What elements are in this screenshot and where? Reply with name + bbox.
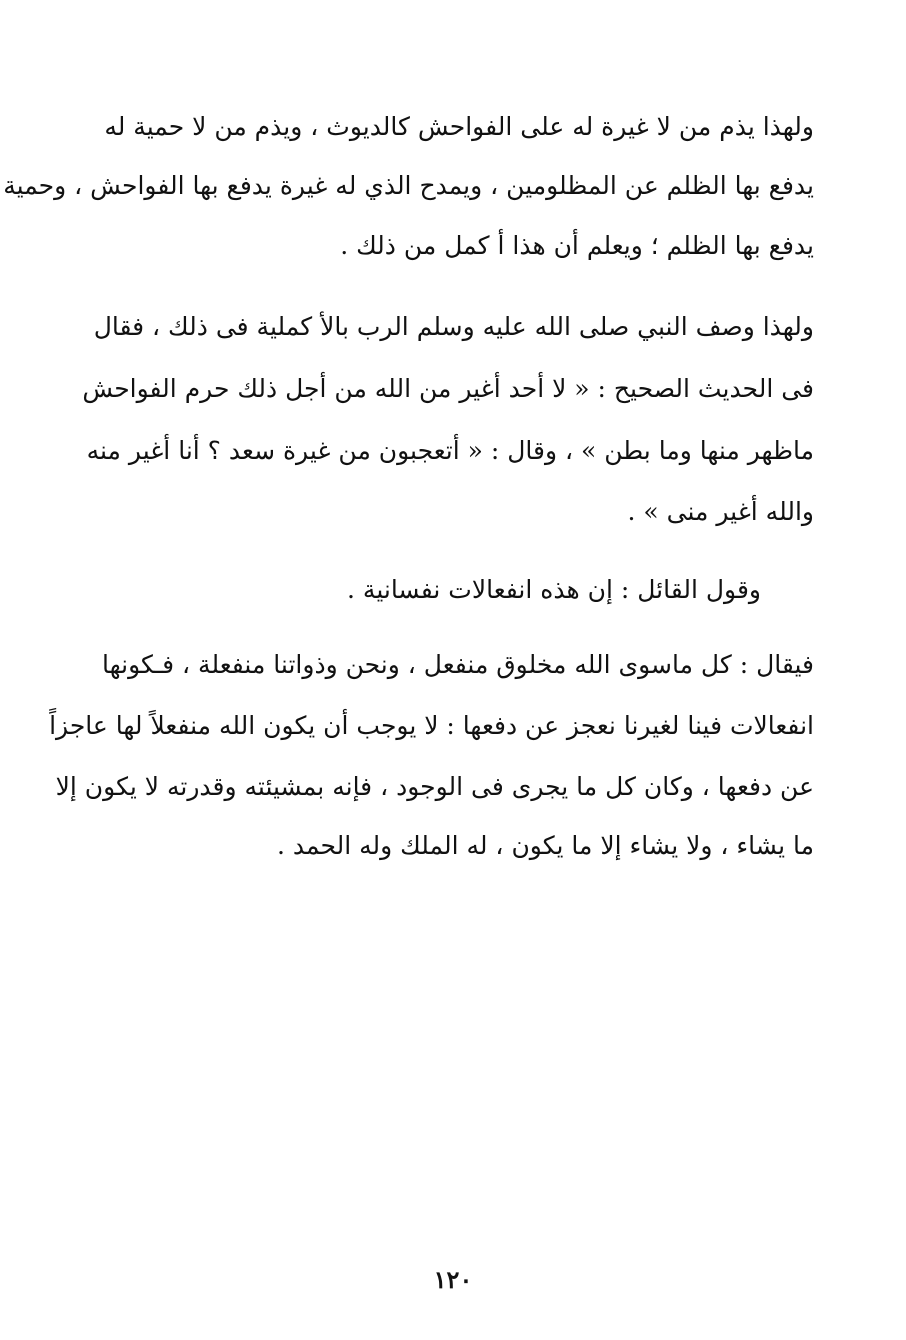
paragraph-4-line-3: عن دفعها ، وكان كل ما يجرى فى الوجود ، فإنه بمشيئته وقدرته لا يكون إلا	[55, 772, 814, 801]
paragraph-1-line-1: ولهذا يذم من لا غيرة له على الفواحش كالديوث ، ويذم من لا حمية له	[104, 112, 814, 141]
paragraph-2-line-2: فى الحديث الصحيح : « لا أحد أغير من الله من أجل ذلك حرم الفواحش	[82, 374, 814, 403]
page-number: ١٢٠	[433, 1265, 473, 1294]
paragraph-2-line-4: والله أغير منى » .	[627, 497, 814, 526]
paragraph-4-line-4: ما يشاء ، ولا يشاء إلا ما يكون ، له الملك وله الحمد .	[277, 831, 814, 860]
paragraph-2-line-3: ماظهر منها وما بطن » ، وقال : « أتعجبون من غيرة سعد ؟ أنا أغير منه	[86, 436, 814, 465]
paragraph-4-line-1: فيقال : كل ماسوى الله مخلوق منفعل ، ونحن وذواتنا منفعلة ، فـكونها	[101, 650, 814, 679]
paragraph-3-line-1: وقول القائل : إن هذه انفعالات نفسانية .	[347, 575, 761, 604]
paragraph-1-line-2: يدفع بها الظلم عن المظلومين ، ويمدح الذي له غيرة يدفع بها الفواحش ، وحمية	[3, 171, 814, 200]
paragraph-4-line-2: انفعالات فينا لغيرنا نعجز عن دفعها : لا يوجب أن يكون الله منفعلاً لها عاجزاً	[49, 711, 814, 740]
paragraph-2-line-1: ولهذا وصف النبي صلى الله عليه وسلم الرب بالأ كملية فى ذلك ، فقال	[93, 312, 814, 341]
paragraph-1-line-3: يدفع بها الظلم ؛ ويعلم أن هذا أ كمل من ذلك .	[340, 231, 814, 260]
